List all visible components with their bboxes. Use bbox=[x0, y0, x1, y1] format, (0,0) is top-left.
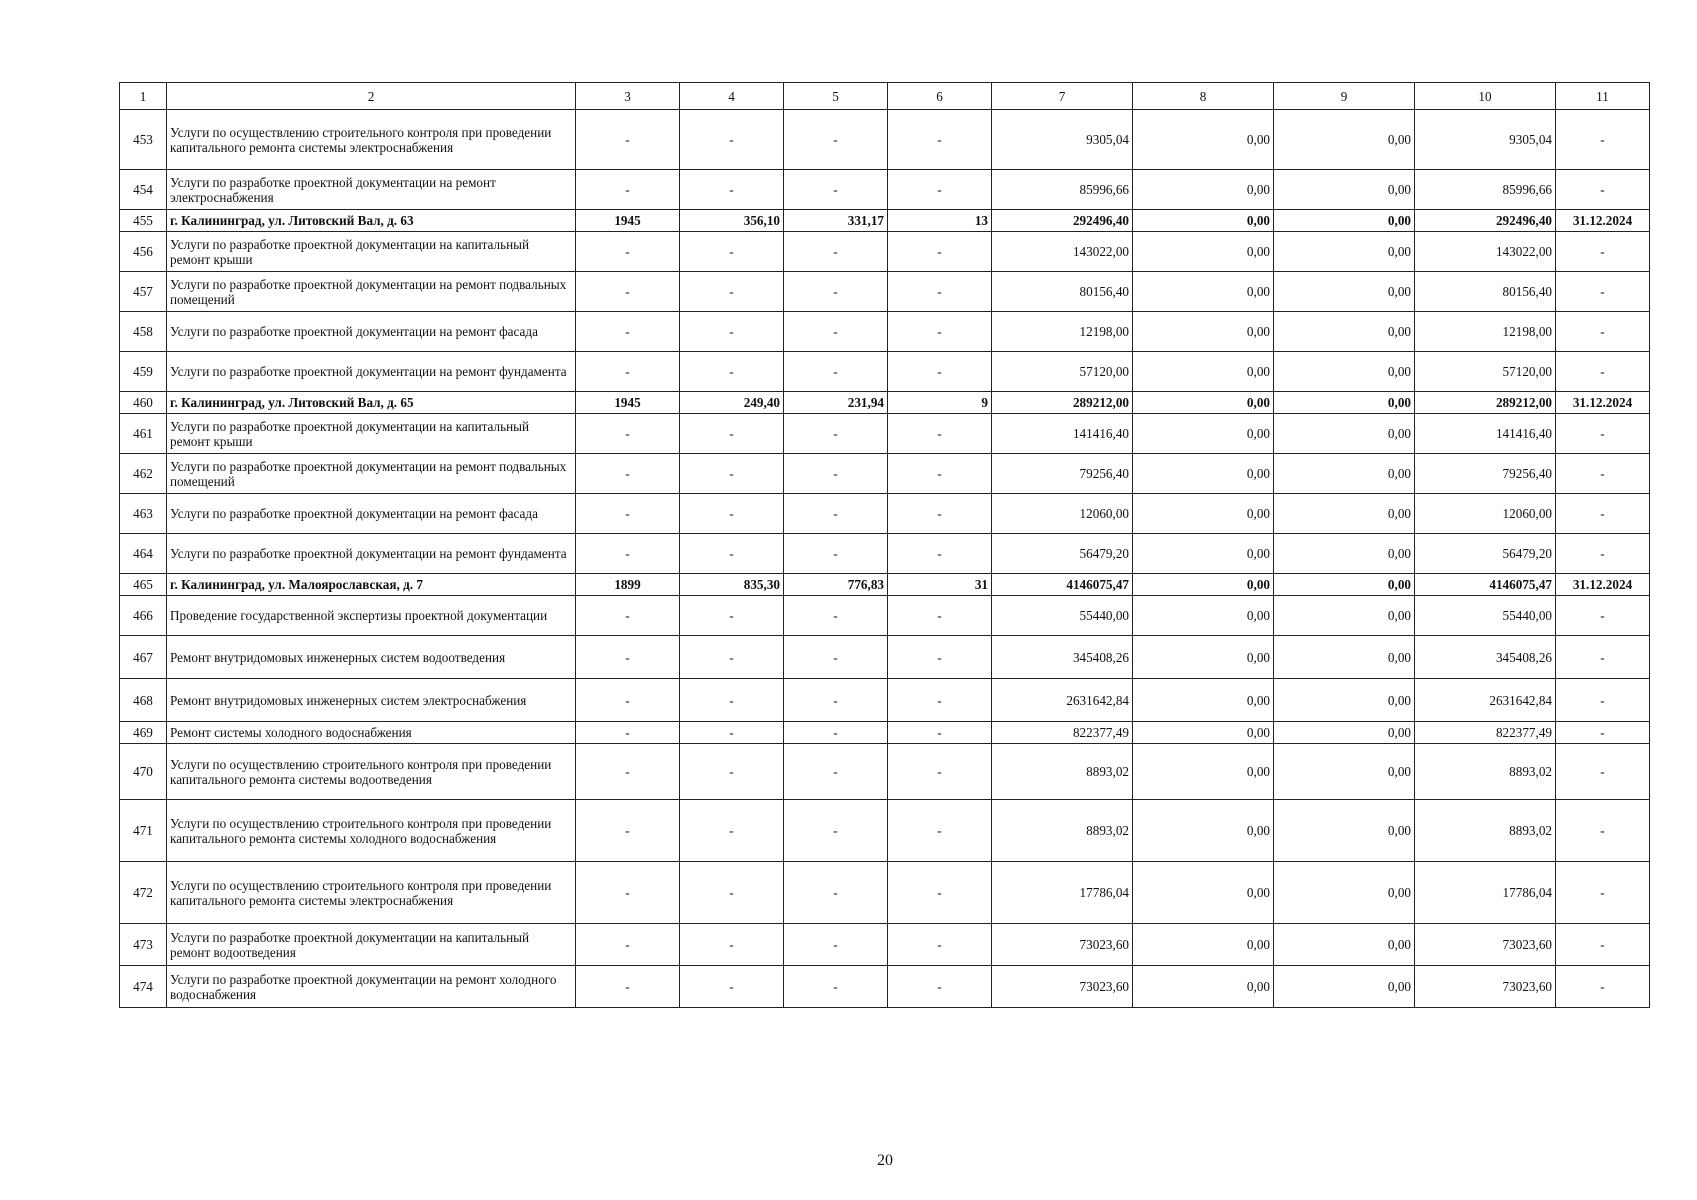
header-cell: 8 bbox=[1133, 83, 1274, 110]
year-cell: - bbox=[576, 494, 680, 534]
col7-amount-cell: 85996,66 bbox=[992, 170, 1133, 210]
header-cell: 11 bbox=[1556, 83, 1650, 110]
col5-cell: - bbox=[784, 966, 888, 1008]
col5-cell: - bbox=[784, 534, 888, 574]
col7-amount-cell: 55440,00 bbox=[992, 596, 1133, 636]
col7-amount-cell: 73023,60 bbox=[992, 924, 1133, 966]
col8-amount-cell: 0,00 bbox=[1133, 636, 1274, 679]
col10-amount-cell: 8893,02 bbox=[1415, 744, 1556, 800]
year-cell: - bbox=[576, 679, 680, 722]
row-number-cell: 459 bbox=[120, 352, 167, 392]
row-number-cell: 456 bbox=[120, 232, 167, 272]
col5-cell: - bbox=[784, 862, 888, 924]
deadline-cell: - bbox=[1556, 454, 1650, 494]
col5-cell: - bbox=[784, 636, 888, 679]
col6-cell: - bbox=[888, 272, 992, 312]
row-name-cell: Услуги по разработке проектной документации на ремонт фундамента bbox=[167, 534, 576, 574]
col5-cell: - bbox=[784, 414, 888, 454]
header-cell: 1 bbox=[120, 83, 167, 110]
deadline-cell: - bbox=[1556, 414, 1650, 454]
header-cell: 2 bbox=[167, 83, 576, 110]
row-number-cell: 467 bbox=[120, 636, 167, 679]
row-number-cell: 472 bbox=[120, 862, 167, 924]
table-row bbox=[120, 636, 1650, 679]
row-name-cell: Услуги по осуществлению строительного контроля при проведении капитального ремонта системы водоотведения bbox=[167, 744, 576, 800]
col9-amount-cell: 0,00 bbox=[1274, 722, 1415, 744]
col6-cell: 13 bbox=[888, 210, 992, 232]
row-name-cell: г. Калининград, ул. Малоярославская, д. 7 bbox=[167, 574, 576, 596]
row-number-cell: 454 bbox=[120, 170, 167, 210]
table-row bbox=[120, 596, 1650, 636]
col6-cell: - bbox=[888, 312, 992, 352]
capital-repair-table bbox=[119, 82, 1650, 1008]
col8-amount-cell: 0,00 bbox=[1133, 596, 1274, 636]
table-row bbox=[120, 494, 1650, 534]
col9-amount-cell: 0,00 bbox=[1274, 800, 1415, 862]
row-number-cell: 460 bbox=[120, 392, 167, 414]
col4-cell: - bbox=[680, 352, 784, 392]
col9-amount-cell: 0,00 bbox=[1274, 210, 1415, 232]
row-number-cell: 463 bbox=[120, 494, 167, 534]
page-number: 20 bbox=[877, 1152, 893, 1169]
col9-amount-cell: 0,00 bbox=[1274, 862, 1415, 924]
row-name-cell: Услуги по разработке проектной документации на ремонт подвальных помещений bbox=[167, 454, 576, 494]
table-row bbox=[120, 679, 1650, 722]
col7-amount-cell: 8893,02 bbox=[992, 800, 1133, 862]
col10-amount-cell: 8893,02 bbox=[1415, 800, 1556, 862]
col9-amount-cell: 0,00 bbox=[1274, 170, 1415, 210]
row-name-cell: Услуги по разработке проектной документации на капитальный ремонт водоотведения bbox=[167, 924, 576, 966]
table-row bbox=[120, 862, 1650, 924]
col7-amount-cell: 57120,00 bbox=[992, 352, 1133, 392]
col10-amount-cell: 822377,49 bbox=[1415, 722, 1556, 744]
col10-amount-cell: 73023,60 bbox=[1415, 924, 1556, 966]
deadline-cell: 31.12.2024 bbox=[1556, 574, 1650, 596]
row-name-cell: Услуги по осуществлению строительного контроля при проведении капитального ремонта системы электроснабжения bbox=[167, 110, 576, 170]
col8-amount-cell: 0,00 bbox=[1133, 574, 1274, 596]
col4-cell: - bbox=[680, 862, 784, 924]
col4-cell: - bbox=[680, 414, 784, 454]
col7-amount-cell: 143022,00 bbox=[992, 232, 1133, 272]
col5-cell: - bbox=[784, 110, 888, 170]
table-row bbox=[120, 800, 1650, 862]
row-number-cell: 466 bbox=[120, 596, 167, 636]
col4-cell: - bbox=[680, 312, 784, 352]
col4-cell: - bbox=[680, 636, 784, 679]
col8-amount-cell: 0,00 bbox=[1133, 210, 1274, 232]
table-row bbox=[120, 110, 1650, 170]
col6-cell: - bbox=[888, 352, 992, 392]
address-row bbox=[120, 574, 1650, 596]
year-cell: - bbox=[576, 110, 680, 170]
deadline-cell: - bbox=[1556, 272, 1650, 312]
header-cell: 4 bbox=[680, 83, 784, 110]
table-row bbox=[120, 454, 1650, 494]
row-number-cell: 455 bbox=[120, 210, 167, 232]
col8-amount-cell: 0,00 bbox=[1133, 170, 1274, 210]
deadline-cell: - bbox=[1556, 862, 1650, 924]
row-number-cell: 461 bbox=[120, 414, 167, 454]
col4-cell: - bbox=[680, 679, 784, 722]
col10-amount-cell: 17786,04 bbox=[1415, 862, 1556, 924]
row-name-cell: Ремонт внутридомовых инженерных систем водоотведения bbox=[167, 636, 576, 679]
col9-amount-cell: 0,00 bbox=[1274, 596, 1415, 636]
header-cell: 9 bbox=[1274, 83, 1415, 110]
year-cell: 1899 bbox=[576, 574, 680, 596]
col4-cell: - bbox=[680, 272, 784, 312]
col5-cell: - bbox=[784, 800, 888, 862]
col6-cell: - bbox=[888, 534, 992, 574]
col10-amount-cell: 12060,00 bbox=[1415, 494, 1556, 534]
col9-amount-cell: 0,00 bbox=[1274, 494, 1415, 534]
deadline-cell: - bbox=[1556, 679, 1650, 722]
col9-amount-cell: 0,00 bbox=[1274, 414, 1415, 454]
deadline-cell: - bbox=[1556, 924, 1650, 966]
col6-cell: - bbox=[888, 170, 992, 210]
row-number-cell: 458 bbox=[120, 312, 167, 352]
row-name-cell: г. Калининград, ул. Литовский Вал, д. 63 bbox=[167, 210, 576, 232]
col4-cell: - bbox=[680, 232, 784, 272]
row-number-cell: 469 bbox=[120, 722, 167, 744]
col4-cell: - bbox=[680, 596, 784, 636]
table-row bbox=[120, 534, 1650, 574]
col5-cell: - bbox=[784, 679, 888, 722]
col10-amount-cell: 79256,40 bbox=[1415, 454, 1556, 494]
col4-cell: - bbox=[680, 534, 784, 574]
col6-cell: - bbox=[888, 414, 992, 454]
row-name-cell: Услуги по разработке проектной документации на ремонт подвальных помещений bbox=[167, 272, 576, 312]
table-row bbox=[120, 232, 1650, 272]
col5-cell: - bbox=[784, 924, 888, 966]
col10-amount-cell: 57120,00 bbox=[1415, 352, 1556, 392]
row-name-cell: Услуги по разработке проектной документации на ремонт фасада bbox=[167, 494, 576, 534]
col6-cell: - bbox=[888, 800, 992, 862]
col7-amount-cell: 345408,26 bbox=[992, 636, 1133, 679]
col9-amount-cell: 0,00 bbox=[1274, 272, 1415, 312]
col8-amount-cell: 0,00 bbox=[1133, 722, 1274, 744]
col8-amount-cell: 0,00 bbox=[1133, 352, 1274, 392]
col4-cell: - bbox=[680, 966, 784, 1008]
col5-cell: - bbox=[784, 494, 888, 534]
col4-cell: 249,40 bbox=[680, 392, 784, 414]
col8-amount-cell: 0,00 bbox=[1133, 862, 1274, 924]
col10-amount-cell: 143022,00 bbox=[1415, 232, 1556, 272]
col5-cell: - bbox=[784, 722, 888, 744]
col5-cell: - bbox=[784, 272, 888, 312]
col8-amount-cell: 0,00 bbox=[1133, 744, 1274, 800]
document-table-container bbox=[119, 82, 1649, 1008]
col7-amount-cell: 2631642,84 bbox=[992, 679, 1133, 722]
col5-cell: 776,83 bbox=[784, 574, 888, 596]
year-cell: - bbox=[576, 966, 680, 1008]
col4-cell: - bbox=[680, 494, 784, 534]
col5-cell: - bbox=[784, 744, 888, 800]
table-row bbox=[120, 744, 1650, 800]
year-cell: - bbox=[576, 272, 680, 312]
row-number-cell: 474 bbox=[120, 966, 167, 1008]
deadline-cell: - bbox=[1556, 636, 1650, 679]
col6-cell: - bbox=[888, 722, 992, 744]
col8-amount-cell: 0,00 bbox=[1133, 232, 1274, 272]
deadline-cell: - bbox=[1556, 722, 1650, 744]
deadline-cell: - bbox=[1556, 596, 1650, 636]
col9-amount-cell: 0,00 bbox=[1274, 924, 1415, 966]
row-name-cell: Проведение государственной экспертизы проектной документации bbox=[167, 596, 576, 636]
col10-amount-cell: 56479,20 bbox=[1415, 534, 1556, 574]
row-name-cell: Ремонт внутридомовых инженерных систем электроснабжения bbox=[167, 679, 576, 722]
col5-cell: - bbox=[784, 352, 888, 392]
row-name-cell: Услуги по разработке проектной документации на ремонт электроснабжения bbox=[167, 170, 576, 210]
column-number-header-row bbox=[120, 83, 1650, 110]
deadline-cell: - bbox=[1556, 312, 1650, 352]
col7-amount-cell: 73023,60 bbox=[992, 966, 1133, 1008]
col4-cell: - bbox=[680, 722, 784, 744]
col9-amount-cell: 0,00 bbox=[1274, 392, 1415, 414]
col6-cell: 31 bbox=[888, 574, 992, 596]
col10-amount-cell: 289212,00 bbox=[1415, 392, 1556, 414]
table-body bbox=[120, 83, 1650, 1008]
row-number-cell: 471 bbox=[120, 800, 167, 862]
year-cell: - bbox=[576, 924, 680, 966]
row-name-cell: Услуги по разработке проектной документации на капитальный ремонт крыши bbox=[167, 414, 576, 454]
col8-amount-cell: 0,00 bbox=[1133, 272, 1274, 312]
year-cell: - bbox=[576, 862, 680, 924]
year-cell: - bbox=[576, 352, 680, 392]
col5-cell: - bbox=[784, 596, 888, 636]
header-cell: 3 bbox=[576, 83, 680, 110]
year-cell: - bbox=[576, 800, 680, 862]
col4-cell: 356,10 bbox=[680, 210, 784, 232]
table-row bbox=[120, 352, 1650, 392]
col5-cell: 231,94 bbox=[784, 392, 888, 414]
row-name-cell: Услуги по разработке проектной документации на ремонт фундамента bbox=[167, 352, 576, 392]
col4-cell: - bbox=[680, 170, 784, 210]
col9-amount-cell: 0,00 bbox=[1274, 352, 1415, 392]
col10-amount-cell: 292496,40 bbox=[1415, 210, 1556, 232]
col7-amount-cell: 289212,00 bbox=[992, 392, 1133, 414]
col6-cell: - bbox=[888, 494, 992, 534]
col6-cell: - bbox=[888, 862, 992, 924]
col10-amount-cell: 55440,00 bbox=[1415, 596, 1556, 636]
header-cell: 6 bbox=[888, 83, 992, 110]
year-cell: - bbox=[576, 414, 680, 454]
col6-cell: - bbox=[888, 110, 992, 170]
row-name-cell: Услуги по осуществлению строительного контроля при проведении капитального ремонта системы холодного водоснабжения bbox=[167, 800, 576, 862]
deadline-cell: - bbox=[1556, 744, 1650, 800]
col4-cell: - bbox=[680, 744, 784, 800]
col8-amount-cell: 0,00 bbox=[1133, 924, 1274, 966]
col5-cell: - bbox=[784, 170, 888, 210]
col10-amount-cell: 80156,40 bbox=[1415, 272, 1556, 312]
address-row bbox=[120, 392, 1650, 414]
col10-amount-cell: 141416,40 bbox=[1415, 414, 1556, 454]
deadline-cell: - bbox=[1556, 966, 1650, 1008]
col10-amount-cell: 4146075,47 bbox=[1415, 574, 1556, 596]
col6-cell: 9 bbox=[888, 392, 992, 414]
col7-amount-cell: 4146075,47 bbox=[992, 574, 1133, 596]
deadline-cell: - bbox=[1556, 534, 1650, 574]
col6-cell: - bbox=[888, 966, 992, 1008]
year-cell: - bbox=[576, 534, 680, 574]
col4-cell: - bbox=[680, 110, 784, 170]
col8-amount-cell: 0,00 bbox=[1133, 494, 1274, 534]
year-cell: - bbox=[576, 722, 680, 744]
table-row bbox=[120, 722, 1650, 744]
deadline-cell: 31.12.2024 bbox=[1556, 392, 1650, 414]
col10-amount-cell: 85996,66 bbox=[1415, 170, 1556, 210]
year-cell: - bbox=[576, 636, 680, 679]
year-cell: - bbox=[576, 454, 680, 494]
row-name-cell: Ремонт системы холодного водоснабжения bbox=[167, 722, 576, 744]
col8-amount-cell: 0,00 bbox=[1133, 392, 1274, 414]
deadline-cell: - bbox=[1556, 494, 1650, 534]
col8-amount-cell: 0,00 bbox=[1133, 454, 1274, 494]
table-row bbox=[120, 170, 1650, 210]
col6-cell: - bbox=[888, 454, 992, 494]
col9-amount-cell: 0,00 bbox=[1274, 110, 1415, 170]
year-cell: - bbox=[576, 232, 680, 272]
col6-cell: - bbox=[888, 636, 992, 679]
col8-amount-cell: 0,00 bbox=[1133, 679, 1274, 722]
col8-amount-cell: 0,00 bbox=[1133, 414, 1274, 454]
col9-amount-cell: 0,00 bbox=[1274, 574, 1415, 596]
col4-cell: - bbox=[680, 800, 784, 862]
col10-amount-cell: 73023,60 bbox=[1415, 966, 1556, 1008]
address-row bbox=[120, 210, 1650, 232]
row-number-cell: 470 bbox=[120, 744, 167, 800]
year-cell: - bbox=[576, 170, 680, 210]
table-row bbox=[120, 966, 1650, 1008]
col8-amount-cell: 0,00 bbox=[1133, 110, 1274, 170]
col9-amount-cell: 0,00 bbox=[1274, 232, 1415, 272]
col7-amount-cell: 79256,40 bbox=[992, 454, 1133, 494]
col9-amount-cell: 0,00 bbox=[1274, 744, 1415, 800]
row-number-cell: 464 bbox=[120, 534, 167, 574]
header-cell: 7 bbox=[992, 83, 1133, 110]
row-name-cell: Услуги по разработке проектной документации на капитальный ремонт крыши bbox=[167, 232, 576, 272]
year-cell: - bbox=[576, 312, 680, 352]
year-cell: 1945 bbox=[576, 210, 680, 232]
header-cell: 5 bbox=[784, 83, 888, 110]
col7-amount-cell: 56479,20 bbox=[992, 534, 1133, 574]
col6-cell: - bbox=[888, 744, 992, 800]
row-number-cell: 468 bbox=[120, 679, 167, 722]
col8-amount-cell: 0,00 bbox=[1133, 534, 1274, 574]
year-cell: - bbox=[576, 596, 680, 636]
col7-amount-cell: 141416,40 bbox=[992, 414, 1133, 454]
col8-amount-cell: 0,00 bbox=[1133, 966, 1274, 1008]
row-number-cell: 462 bbox=[120, 454, 167, 494]
deadline-cell: - bbox=[1556, 352, 1650, 392]
row-name-cell: Услуги по разработке проектной документации на ремонт фасада bbox=[167, 312, 576, 352]
col7-amount-cell: 8893,02 bbox=[992, 744, 1133, 800]
col9-amount-cell: 0,00 bbox=[1274, 454, 1415, 494]
row-number-cell: 457 bbox=[120, 272, 167, 312]
col6-cell: - bbox=[888, 924, 992, 966]
table-row bbox=[120, 312, 1650, 352]
year-cell: - bbox=[576, 744, 680, 800]
col9-amount-cell: 0,00 bbox=[1274, 636, 1415, 679]
col4-cell: - bbox=[680, 924, 784, 966]
col6-cell: - bbox=[888, 596, 992, 636]
col9-amount-cell: 0,00 bbox=[1274, 312, 1415, 352]
col7-amount-cell: 80156,40 bbox=[992, 272, 1133, 312]
row-name-cell: Услуги по осуществлению строительного контроля при проведении капитального ремонта системы электроснабжения bbox=[167, 862, 576, 924]
col7-amount-cell: 9305,04 bbox=[992, 110, 1133, 170]
col8-amount-cell: 0,00 bbox=[1133, 800, 1274, 862]
col7-amount-cell: 822377,49 bbox=[992, 722, 1133, 744]
header-cell: 10 bbox=[1415, 83, 1556, 110]
col9-amount-cell: 0,00 bbox=[1274, 679, 1415, 722]
table-row bbox=[120, 414, 1650, 454]
col10-amount-cell: 9305,04 bbox=[1415, 110, 1556, 170]
col10-amount-cell: 2631642,84 bbox=[1415, 679, 1556, 722]
col6-cell: - bbox=[888, 232, 992, 272]
col7-amount-cell: 17786,04 bbox=[992, 862, 1133, 924]
col5-cell: 331,17 bbox=[784, 210, 888, 232]
col7-amount-cell: 12198,00 bbox=[992, 312, 1133, 352]
year-cell: 1945 bbox=[576, 392, 680, 414]
col4-cell: 835,30 bbox=[680, 574, 784, 596]
deadline-cell: - bbox=[1556, 110, 1650, 170]
col5-cell: - bbox=[784, 454, 888, 494]
col10-amount-cell: 345408,26 bbox=[1415, 636, 1556, 679]
deadline-cell: - bbox=[1556, 232, 1650, 272]
col9-amount-cell: 0,00 bbox=[1274, 966, 1415, 1008]
col5-cell: - bbox=[784, 312, 888, 352]
col8-amount-cell: 0,00 bbox=[1133, 312, 1274, 352]
row-name-cell: Услуги по разработке проектной документации на ремонт холодного водоснабжения bbox=[167, 966, 576, 1008]
col10-amount-cell: 12198,00 bbox=[1415, 312, 1556, 352]
col7-amount-cell: 292496,40 bbox=[992, 210, 1133, 232]
deadline-cell: 31.12.2024 bbox=[1556, 210, 1650, 232]
deadline-cell: - bbox=[1556, 170, 1650, 210]
row-number-cell: 465 bbox=[120, 574, 167, 596]
table-row bbox=[120, 272, 1650, 312]
col5-cell: - bbox=[784, 232, 888, 272]
row-number-cell: 453 bbox=[120, 110, 167, 170]
row-name-cell: г. Калининград, ул. Литовский Вал, д. 65 bbox=[167, 392, 576, 414]
col9-amount-cell: 0,00 bbox=[1274, 534, 1415, 574]
col6-cell: - bbox=[888, 679, 992, 722]
col4-cell: - bbox=[680, 454, 784, 494]
col7-amount-cell: 12060,00 bbox=[992, 494, 1133, 534]
row-number-cell: 473 bbox=[120, 924, 167, 966]
table-row bbox=[120, 924, 1650, 966]
deadline-cell: - bbox=[1556, 800, 1650, 862]
